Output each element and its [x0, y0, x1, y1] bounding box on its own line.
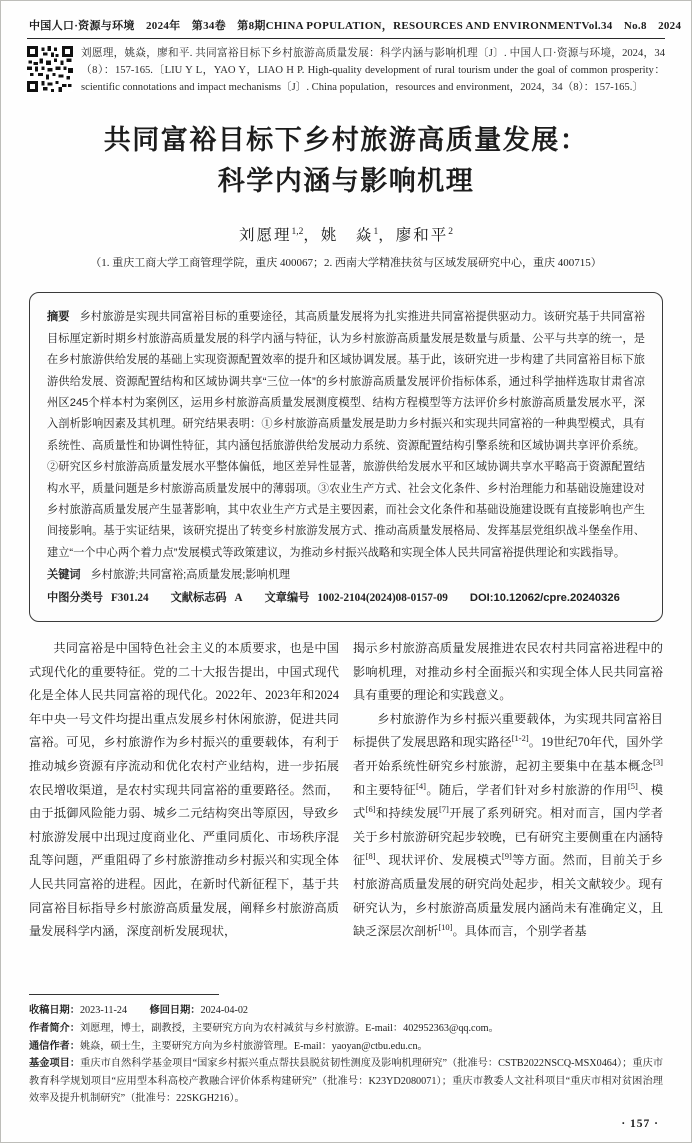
body-columns: [29, 637, 663, 944]
citation-text: 刘愿理，姚焱，廖和平. 共同富裕目标下乡村旅游高质量发展：科学内涵与影响机理〔J〕. 中国人口·资源与环境，2024，34（8）：157-165.〔LIU Y L，YAO Y，LIAO H P. High-quality development of rural tourism under the goal of common prosperity：scientific connotations and impact mechanisms〔J〕. China population，resources and environment，2024，34（8）：157-165.〕: [81, 48, 665, 93]
meta-segment: [470, 588, 628, 609]
keywords-text: 乡村旅游;共同富裕;高质量发展;影响机理: [90, 569, 291, 582]
meta-label: DOI:10.12062/cpre.20240326: [469, 591, 620, 604]
footnote-label: 作者简介：: [29, 1023, 80, 1035]
footnote-label: 修回日期：: [149, 1005, 201, 1017]
meta-value: 1002-2104(2024)08-0157-09: [317, 591, 448, 604]
body-paragraph: 乡村旅游作为乡村振兴重要载体，为实现共同富裕目标提供了发展思路和现实路径[1-2]。19世纪70年代，国外学者开始系统性研究乡村旅游，起初主要集中在基本概念[3]和主要特征[4]。随后，学者们针对乡村旅游的作用[5]、模式[6]和持续发展[7]开展了系列研究。相对而言，国内学者关于乡村旅游研究起步较晚，已有研究主要侧重在内涵特征[8]、现状评价、发展模式[9]等方面。然而，目前关于乡村旅游高质量发展的研究尚处起步，相关文献较少。现有研究认为，乡村旅游高质量发展内涵尚未有准确定义，且缺乏深层次剖析[10]。具体而言，个别学者基: [353, 711, 664, 939]
meta-label: 文献标志码: [170, 591, 227, 604]
footnote-lines: [29, 1002, 663, 1108]
footnote-line: [29, 1020, 663, 1038]
qr-code-icon: [27, 46, 73, 92]
author-separator: ，: [303, 227, 321, 245]
abstract-label: 摘要: [47, 311, 70, 324]
author-list: [1, 223, 691, 245]
footnote-line: [29, 1055, 663, 1108]
meta-label: 文章编号: [264, 591, 310, 604]
author-superscript: 1,2: [291, 227, 304, 238]
footnote-block: [29, 994, 663, 1108]
footnote-line: [29, 1002, 663, 1020]
body-paragraph: 揭示乡村旅游高质量发展推进农民农村共同富裕进程中的影响机理，对推动乡村全面振兴和实现全体人民共同富裕具有重要的理论和实践意义。: [353, 641, 663, 703]
meta-line: [47, 588, 645, 609]
footnote-value: 重庆市自然科学基金项目“国家乡村振兴重点帮扶县脱贫韧性测度及影响机理研究”（批准号：CSTB2022NSCQ-MSX0464）；重庆市教育科学规划项目“应用型本科高校产教融合评价体系构建研究”（批准号：K23YD2080071）；重庆市教委人文社科项目“重庆市相对贫困治理效率及提升机制研究”（批准号：22SKGH216）。: [29, 1058, 664, 1105]
footnote-label: 收稿日期：: [29, 1005, 80, 1017]
author-name: 廖和平: [395, 227, 449, 245]
meta-segment: [265, 588, 448, 609]
body-paragraph: 共同富裕是中国特色社会主义的本质要求，也是中国式现代化的重要特征。党的二十大报告提出，中国式现代化是全体人民共同富裕的现代化。2022年、2023年和2024年中央一号文件均提出重点发展乡村休闲旅游，促进共同富裕。可见，乡村旅游作为乡村振兴的重要载体，有利于推动城乡资源有序流动和优化农村产业结构，进一步拓展农民增收渠道，是农村实现共同富裕的重要路径。然而，由于抵御风险能力弱、城乡二元结构突出等原因，导致乡村旅游发展中出现过度商业化、严重同质化、市场秩序混乱等问题，严重阻碍了乡村旅游推动乡村振兴和实现全体人民共同富裕的进程。因此，在新时代新征程下，基于共同富裕目标指导乡村旅游高质量发展，阐释乡村旅游高质量发展科学内涵，深度剖析发展现状，: [29, 641, 339, 939]
meta-segment: [47, 588, 149, 609]
keywords-line: [47, 565, 645, 586]
author-superscript: 1: [373, 227, 379, 238]
body-column-left: [29, 637, 339, 944]
masthead-en: CHINA POPULATION，RESOURCES AND ENVIRONMENT: [265, 20, 582, 32]
footnote-label: 通信作者：: [29, 1040, 80, 1052]
masthead-rule: [27, 38, 665, 39]
abstract-text: 乡村旅游是实现共同富裕目标的重要途径，其高质量发展将为扎实推进共同富裕提供驱动力。该研究基于共同富裕目标厘定新时期乡村旅游高质量发展的科学内涵与特征，认为乡村旅游高质量发展是数量与质量、公平与共享的统一，是在乡村旅游供给发展的基础上实现资源配置效率的提升和区域协调发展。基于此，该研究进一步构建了共同富裕目标下旅游供给发展、资源配置结构和区域协调共享“三位一体”的乡村旅游高质量发展评价指标体系，通过科学抽样选取甘肃省凉州区245个样本村为案例区，运用乡村旅游高质量发展测度模型、结构方程模型等方法评价乡村旅游高质量发展水平，深入剖析影响因素及其机理。研究结果表明：①乡村旅游高质量发展是助力乡村振兴和实现共同富裕的一种典型模式，具有系统性、高质量性和协调性特征，其内涵包括旅游供给发展动力系统、资源配置结构引擎系统和区域协调共享评价系统。②研究区乡村旅游高质量发展水平整体偏低，地区差异性显著，旅游供给发展水平和区域协调共享水平略高于资源配置结构水平，质量问题是乡村旅游高质量发展中的薄弱项。③农业生产方式、社会文化条件、乡村治理能力和基础设施建设对乡村旅游高质量发展产生显著影响，其中农业生产方式是主要因素，而社会文化条件和基础设施建设既有直接影响也产生间接影响。基于实证结果，该研究提出了转变乡村旅游发展方式、推动高质量发展格局、发挥基层党组织战斗堡垒作用、建立“一个中心两个着力点”发展模式等政策建议，为推动乡村振兴战略和实现全体人民共同富裕提供理论和实践指导。: [47, 311, 645, 559]
footnote-line: [29, 1038, 663, 1056]
author-superscript: 2: [448, 227, 453, 238]
body-column-right: [353, 637, 663, 944]
meta-segment: [171, 588, 243, 609]
masthead-cn: 中国人口·资源与环境 2024年 第34卷 第8期: [29, 20, 266, 32]
article-title-line1: 共同富裕目标下乡村旅游高质量发展：: [103, 125, 589, 156]
footnote-value: 刘愿理，博士，副教授，主要研究方向为农村减贫与乡村旅游。E-mail：402952363@qq.com。: [79, 1023, 499, 1035]
article-title-line2: 科学内涵与影响机理: [217, 166, 475, 197]
footnote-value: 2024-04-02: [200, 1005, 249, 1017]
meta-label: 中图分类号: [47, 591, 103, 604]
article-title: [31, 120, 661, 202]
keywords-label: 关键词: [47, 569, 81, 582]
masthead-volume: Vol.34 No.8 2024: [581, 20, 682, 32]
footnote-value: 姚焱，硕士生，主要研究方向为乡村旅游管理。E-mail：yaoyan@ctbu.edu.cn。: [79, 1040, 428, 1052]
footnote-label: 基金项目：: [29, 1058, 81, 1070]
author-separator: ，: [378, 227, 396, 245]
masthead: [29, 17, 682, 33]
page-number: · 157 ·: [621, 1118, 659, 1130]
meta-value: F301.24: [110, 591, 149, 604]
abstract-box: [29, 292, 663, 622]
author-name: 刘愿理: [239, 227, 292, 245]
footnote-value: 2023-11-24: [79, 1005, 128, 1017]
citation-block: [27, 46, 665, 96]
footnote-divider: [29, 994, 219, 995]
affiliation: （1. 重庆工商大学工商管理学院，重庆 400067；2. 西南大学精准扶贫与区域发展研究中心，重庆 400715）: [90, 257, 602, 270]
meta-value: A: [234, 591, 243, 604]
author-name: 姚 焱: [320, 227, 374, 245]
abstract-paragraph: [47, 307, 645, 564]
